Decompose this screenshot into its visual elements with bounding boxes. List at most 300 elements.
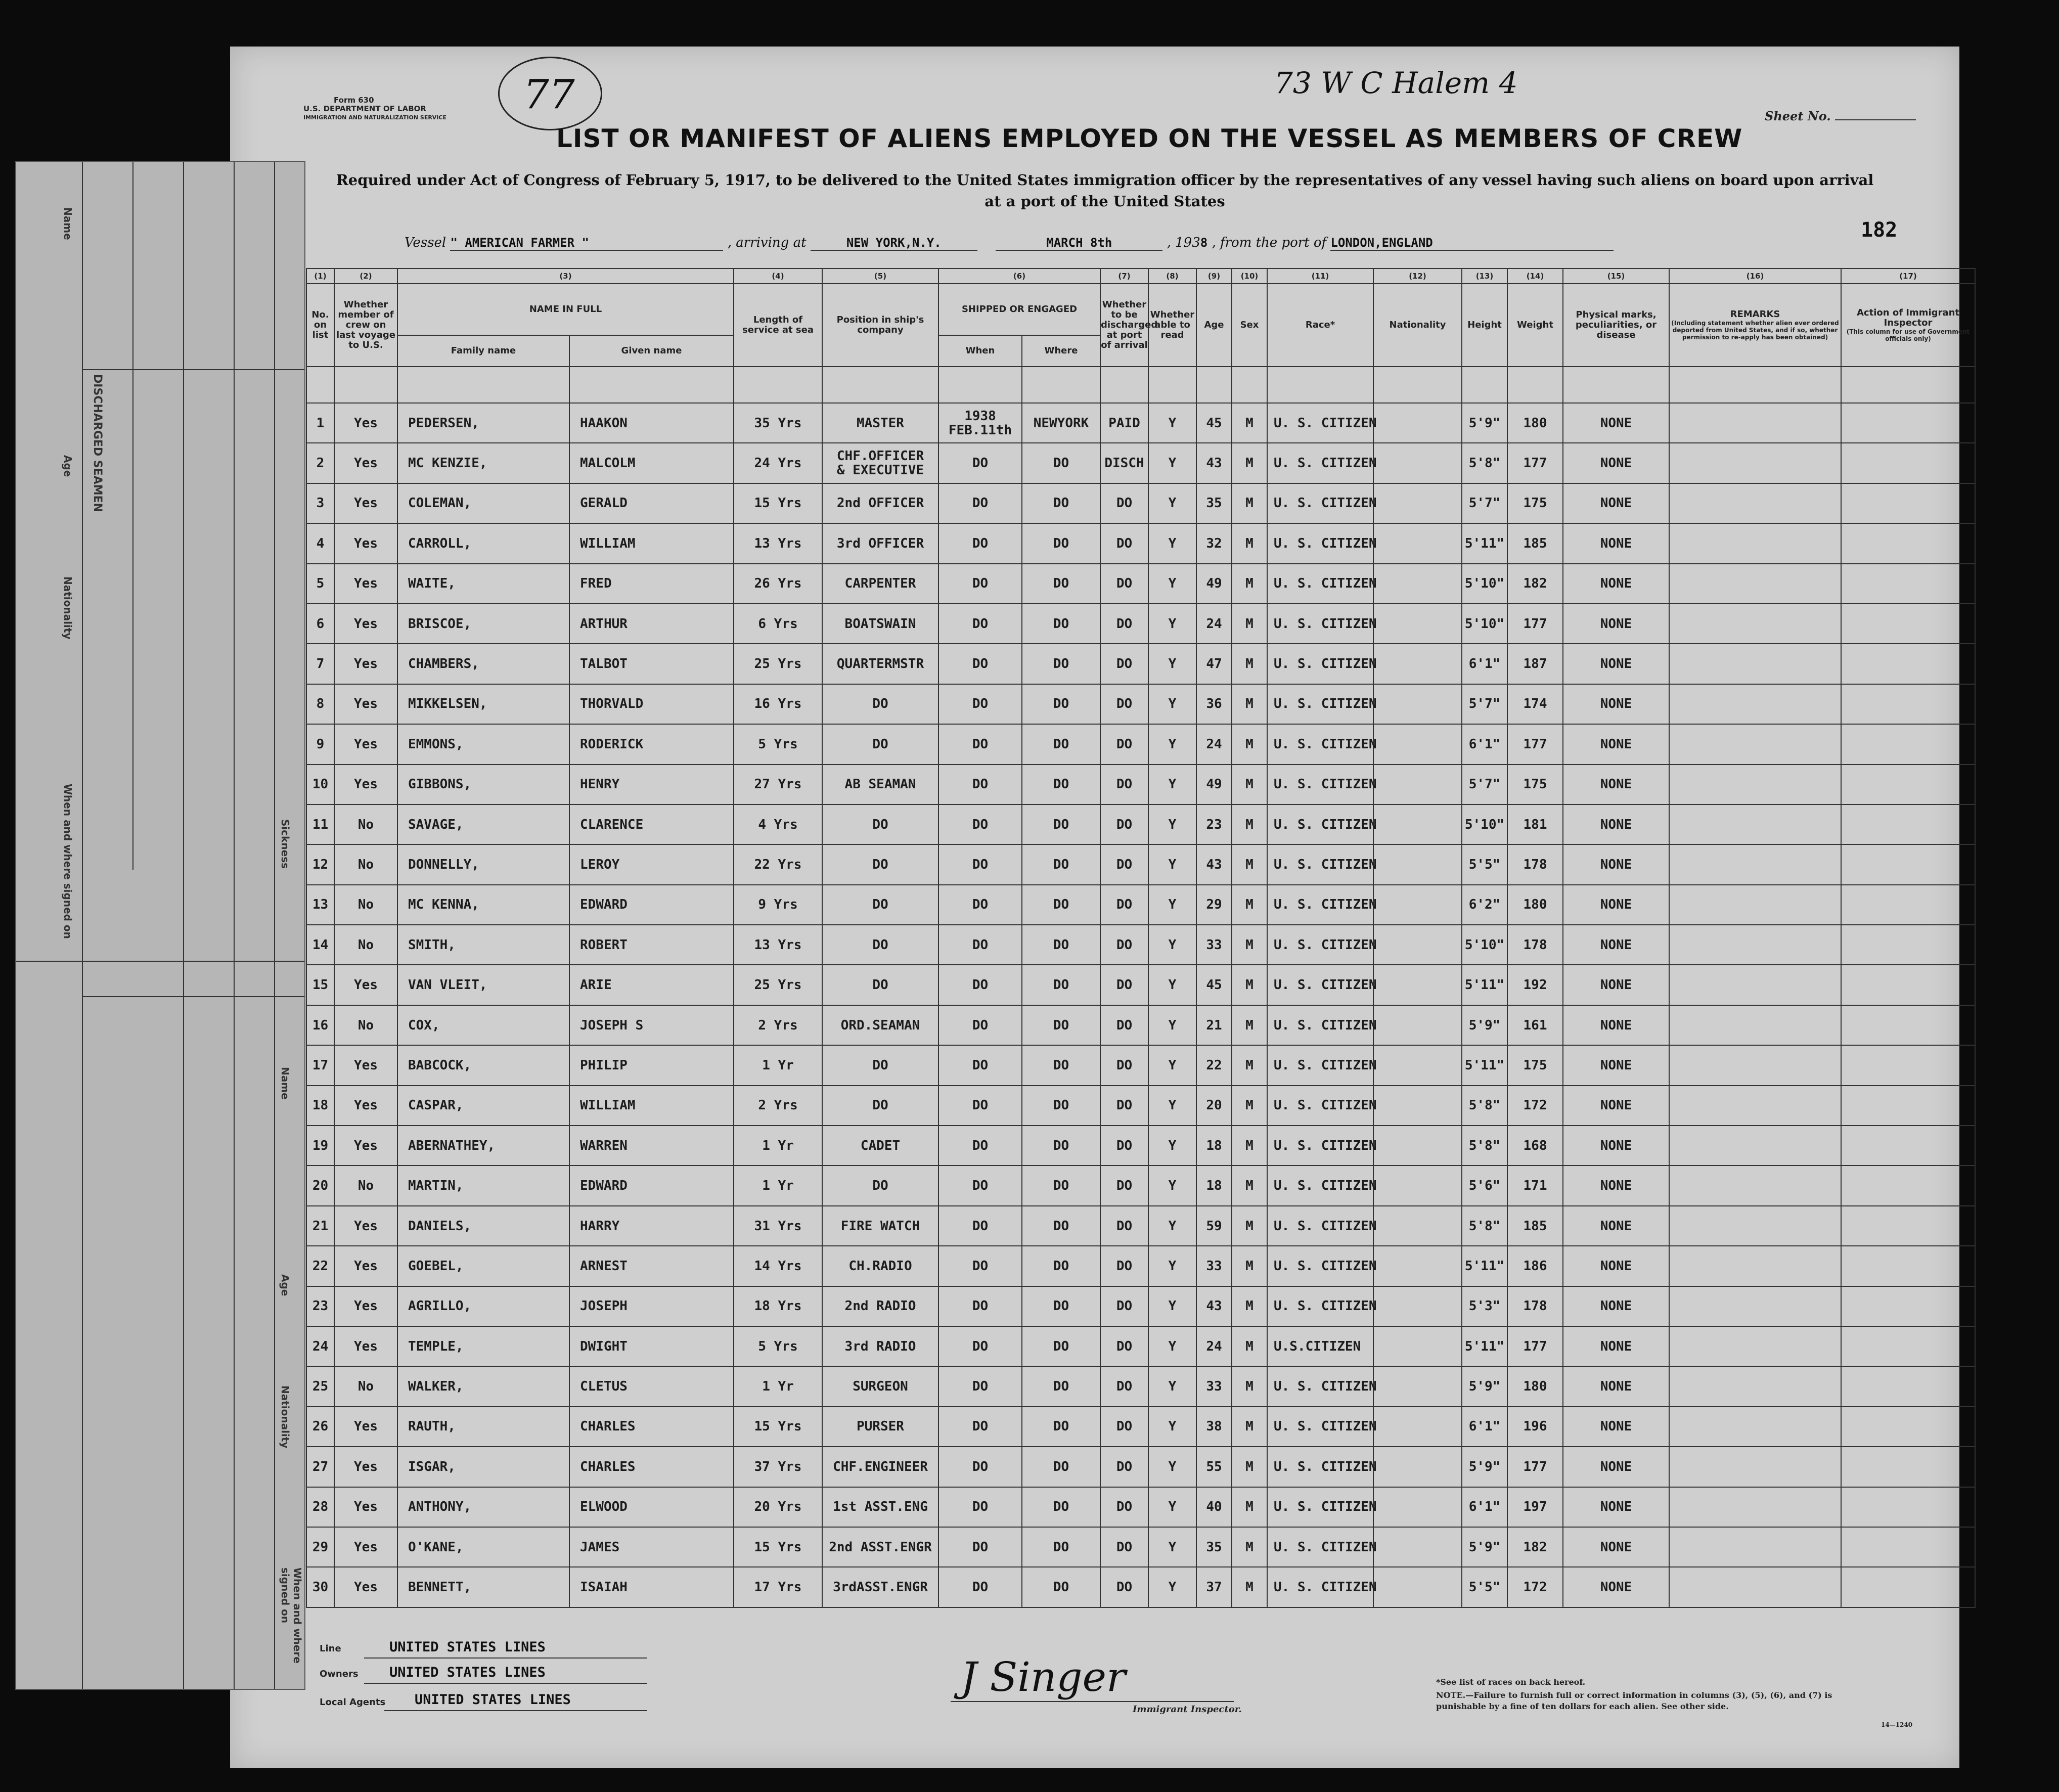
cell-prev-voyage: Yes [334,604,397,644]
cell-remarks [1669,925,1841,965]
cell-position: DO [822,885,938,925]
cell-age: 35 [1196,1527,1232,1567]
cell-no: 15 [306,965,334,1005]
cell-prev-voyage: Yes [334,1447,397,1487]
blank-cell [1148,367,1196,403]
cell-weight: 177 [1507,724,1563,764]
crew-row [306,1086,1975,1126]
crew-row [306,844,1975,884]
cell-sex: M [1232,1326,1267,1366]
cell-sex: M [1232,1366,1267,1406]
cell-nationality [1373,885,1462,925]
cell-position: 2nd OFFICER [822,483,938,523]
cell-height: 6'1" [1462,1407,1507,1447]
cell-service: 18 Yrs [734,1286,822,1326]
header-shipped-engaged: SHIPPED OR ENGAGED [938,284,1100,335]
crew-row [306,483,1975,523]
cell-service: 15 Yrs [734,483,822,523]
cell-weight: 172 [1507,1567,1563,1607]
cell-able-to-read: Y [1148,1407,1196,1447]
cell-race: U. S. CITIZEN [1267,1126,1373,1166]
form-service: IMMIGRATION AND NATURALIZATION SERVICE [303,114,447,121]
cell-service: 26 Yrs [734,564,822,604]
colnum-13: (13) [1462,268,1507,284]
cell-sex: M [1232,483,1267,523]
cell-able-to-read: Y [1148,885,1196,925]
cell-sex: M [1232,1005,1267,1045]
cell-weight: 175 [1507,1045,1563,1085]
cell-service: 13 Yrs [734,925,822,965]
cell-where: DO [1022,1246,1100,1286]
cell-sex: M [1232,684,1267,724]
cell-discharged: DO [1100,1527,1148,1567]
cell-weight: 197 [1507,1487,1563,1527]
colnum-6: (6) [938,268,1100,284]
cell-discharged: DISCH [1100,443,1148,483]
cell-nationality [1373,644,1462,684]
cell-nationality [1373,1567,1462,1607]
cell-age: 35 [1196,483,1232,523]
cell-prev-voyage: No [334,925,397,965]
cell-position [822,443,938,483]
cell-position: MASTER [822,403,938,443]
manifest-body [306,367,1975,1607]
cell-where: DO [1022,844,1100,884]
cell-when: DO [938,844,1022,884]
cell-no: 16 [306,1005,334,1045]
cell-service: 31 Yrs [734,1206,822,1246]
cell-race: U. S. CITIZEN [1267,1045,1373,1085]
year-label: , 193 [1167,235,1200,250]
cell-no: 1 [306,403,334,443]
slip-col-age: Age [62,455,74,477]
cell-prev-voyage: No [334,1005,397,1045]
cell-service: 14 Yrs [734,1246,822,1286]
cell-discharged: DO [1100,1567,1148,1607]
crew-row [306,1166,1975,1205]
cell-when: DO [938,1366,1022,1406]
cell-family-name: COLEMAN, [397,483,569,523]
cell-nationality [1373,684,1462,724]
cell-family-name: RAUTH, [397,1407,569,1447]
cell-physical-marks: NONE [1563,684,1669,724]
slip-col-name-lower: Name [279,1067,291,1100]
cell-age: 37 [1196,1567,1232,1607]
cell-discharged: DO [1100,1166,1148,1205]
colnum-4: (4) [734,268,822,284]
cell-discharged: PAID [1100,403,1148,443]
cell-position: 3rd OFFICER [822,523,938,563]
cell-prev-voyage: Yes [334,1286,397,1326]
cell-sex: M [1232,1567,1267,1607]
cell-inspector-action [1841,1005,1975,1045]
cell-inspector-action [1841,1366,1975,1406]
cell-physical-marks: NONE [1563,885,1669,925]
cell-nationality [1373,965,1462,1005]
header-remarks [1669,284,1841,367]
cell-given-name: ARNEST [569,1246,734,1286]
cell-where: DO [1022,925,1100,965]
cell-family-name: GOEBEL, [397,1246,569,1286]
cell-when: DO [938,1527,1022,1567]
cell-no: 29 [306,1527,334,1567]
slip-col-line [132,162,133,870]
cell-prev-voyage: Yes [334,1567,397,1607]
cell-weight: 185 [1507,1206,1563,1246]
cell-height: 5'5" [1462,1567,1507,1607]
cell-weight: 178 [1507,1286,1563,1326]
cell-age: 55 [1196,1447,1232,1487]
cell-family-name: EMMONS, [397,724,569,764]
cell-physical-marks: NONE [1563,1286,1669,1326]
cell-height: 5'10" [1462,604,1507,644]
header-physical-marks: Physical marks, peculiarities, or disease [1563,284,1669,367]
cell-weight: 177 [1507,604,1563,644]
slip-col-line [82,162,83,1689]
cell-when: DO [938,644,1022,684]
cell-prev-voyage: Yes [334,483,397,523]
cell-service: 17 Yrs [734,1567,822,1607]
cell-weight: 171 [1507,1166,1563,1205]
cell-weight: 182 [1507,564,1563,604]
cell-family-name: CHAMBERS, [397,644,569,684]
cell-no: 30 [306,1567,334,1607]
cell-nationality [1373,483,1462,523]
colnum-7: (7) [1100,268,1148,284]
cell-weight: 192 [1507,965,1563,1005]
print-code: 14—1240 [1881,1721,1913,1728]
owners-value: UNITED STATES LINES [389,1665,546,1680]
cell-prev-voyage: No [334,1366,397,1406]
cell-race: U. S. CITIZEN [1267,1447,1373,1487]
cell-height: 5'9" [1462,403,1507,443]
cell-given-name: RODERICK [569,724,734,764]
crew-row [306,925,1975,965]
slip-col-when-where-lower: When and where signed on [279,1567,303,1664]
cell-position: CHF.ENGINEER [822,1447,938,1487]
cell-sex: M [1232,1246,1267,1286]
cell-sex: M [1232,965,1267,1005]
cell-discharged: DO [1100,1447,1148,1487]
cell-nationality [1373,1005,1462,1045]
cell-inspector-action [1841,844,1975,884]
cell-where: DO [1022,1326,1100,1366]
cell-when: DO [938,684,1022,724]
cell-family-name: WALKER, [397,1366,569,1406]
cell-able-to-read: Y [1148,1005,1196,1045]
cell-no: 19 [306,1126,334,1166]
cell-remarks [1669,1447,1841,1487]
cell-race: U. S. CITIZEN [1267,804,1373,844]
cell-service: 1 Yr [734,1166,822,1205]
cell-given-name: FRED [569,564,734,604]
cell-when: DO [938,724,1022,764]
header-inspector-action [1841,284,1975,367]
cell-race: U. S. CITIZEN [1267,844,1373,884]
cell-position-line1: CHF.OFFICER [836,449,924,464]
cell-given-name: WILLIAM [569,1086,734,1126]
cell-family-name: BABCOCK, [397,1045,569,1085]
slip-col-line [234,162,235,1689]
crew-row [306,1487,1975,1527]
blank-cell [306,367,334,403]
cell-position: DO [822,844,938,884]
slip-row-line [82,996,304,997]
crew-row [306,1246,1975,1286]
form-number: Form 630 [334,96,374,105]
cell-remarks [1669,684,1841,724]
cell-weight: 177 [1507,1326,1563,1366]
cell-age: 33 [1196,1246,1232,1286]
cell-race: U. S. CITIZEN [1267,885,1373,925]
cell-race: U. S. CITIZEN [1267,483,1373,523]
cell-height: 5'8" [1462,1206,1507,1246]
cell-given-name: EDWARD [569,885,734,925]
crew-row [306,523,1975,563]
cell-no: 18 [306,1086,334,1126]
arrival-date: MARCH 8th [996,236,1162,251]
cell-no: 2 [306,443,334,483]
cell-discharged: DO [1100,564,1148,604]
cell-family-name: DONNELLY, [397,844,569,884]
cell-prev-voyage: Yes [334,1326,397,1366]
header-no-on-list: No. on list [306,284,334,367]
cell-height: 6'2" [1462,885,1507,925]
cell-inspector-action [1841,1407,1975,1447]
cell-remarks [1669,1005,1841,1045]
line-value: UNITED STATES LINES [389,1639,546,1655]
cell-physical-marks: NONE [1563,1567,1669,1607]
colnum-2: (2) [334,268,397,284]
cell-race: U. S. CITIZEN [1267,965,1373,1005]
cell-race: U. S. CITIZEN [1267,443,1373,483]
cell-remarks [1669,1407,1841,1447]
cell-remarks [1669,644,1841,684]
cell-age: 33 [1196,925,1232,965]
cell-family-name: SAVAGE, [397,804,569,844]
cell-no: 6 [306,604,334,644]
cell-prev-voyage: Yes [334,403,397,443]
cell-height: 5'7" [1462,684,1507,724]
cell-service: 4 Yrs [734,804,822,844]
cell-discharged: DO [1100,1005,1148,1045]
cell-no: 9 [306,724,334,764]
blank-cell [938,367,1022,403]
cell-race: U. S. CITIZEN [1267,724,1373,764]
cell-family-name: CASPAR, [397,1086,569,1126]
cell-inspector-action [1841,684,1975,724]
cell-discharged: DO [1100,523,1148,563]
blank-cell [822,367,938,403]
cell-remarks [1669,844,1841,884]
cell-height: 5'11" [1462,1045,1507,1085]
cell-weight: 161 [1507,1005,1563,1045]
cell-prev-voyage: No [334,844,397,884]
cell-physical-marks: NONE [1563,1005,1669,1045]
cell-able-to-read: Y [1148,1246,1196,1286]
cell-able-to-read: Y [1148,765,1196,804]
cell-age: 36 [1196,684,1232,724]
cell-weight: 172 [1507,1086,1563,1126]
cell-when: DO [938,1005,1022,1045]
cell-no: 8 [306,684,334,724]
cell-service: 1 Yr [734,1045,822,1085]
cell-race: U. S. CITIZEN [1267,1005,1373,1045]
cell-where: DO [1022,965,1100,1005]
cell-sex: M [1232,925,1267,965]
header-able-to-read: Whether able to read [1148,284,1196,367]
cell-able-to-read: Y [1148,684,1196,724]
cell-inspector-action [1841,1286,1975,1326]
cell-discharged: DO [1100,1326,1148,1366]
cell-where: DO [1022,1286,1100,1326]
blank-cell [1373,367,1462,403]
cell-sex: M [1232,564,1267,604]
cell-position: 3rdASST.ENGR [822,1567,938,1607]
cell-where: DO [1022,483,1100,523]
cell-age: 59 [1196,1206,1232,1246]
cell-when [938,403,1022,443]
cell-sex: M [1232,885,1267,925]
cell-position: DO [822,1045,938,1085]
colnum-5: (5) [822,268,938,284]
blank-cell [734,367,822,403]
blank-cell [1462,367,1507,403]
cell-able-to-read: Y [1148,1366,1196,1406]
cell-discharged: DO [1100,1407,1148,1447]
cell-height: 6'1" [1462,644,1507,684]
cell-physical-marks: NONE [1563,1527,1669,1567]
departure-port: LONDON,ENGLAND [1330,236,1614,251]
cell-no: 17 [306,1045,334,1085]
cell-family-name: TEMPLE, [397,1326,569,1366]
cell-race: U. S. CITIZEN [1267,1366,1373,1406]
cell-remarks [1669,1527,1841,1567]
cell-family-name: CARROLL, [397,523,569,563]
cell-when-year: 1938 [964,408,996,424]
cell-position: DO [822,965,938,1005]
cell-given-name: ROBERT [569,925,734,965]
blank-cell [1563,367,1669,403]
cell-remarks [1669,1246,1841,1286]
cell-family-name: ABERNATHEY, [397,1126,569,1166]
cell-remarks [1669,1326,1841,1366]
slip-col-sickness: Sickness [279,819,291,869]
sheet-number-label [1765,109,1916,123]
cell-service: 20 Yrs [734,1487,822,1527]
cell-physical-marks: NONE [1563,1166,1669,1205]
cell-service: 13 Yrs [734,523,822,563]
cell-given-name: ARTHUR [569,604,734,644]
cell-given-name: ELWOOD [569,1487,734,1527]
cell-position: 1st ASST.ENG [822,1487,938,1527]
cell-nationality [1373,403,1462,443]
cell-inspector-action [1841,765,1975,804]
cell-able-to-read: Y [1148,1045,1196,1085]
header-weight: Weight [1507,284,1563,367]
cell-nationality [1373,564,1462,604]
cell-height: 5'9" [1462,1005,1507,1045]
arrival-port: NEW YORK,N.Y. [811,236,977,251]
cell-age: 45 [1196,403,1232,443]
cell-race: U. S. CITIZEN [1267,523,1373,563]
cell-where: DO [1022,1045,1100,1085]
blank-cell [1507,367,1563,403]
cell-weight: 182 [1507,1527,1563,1567]
cell-prev-voyage: Yes [334,523,397,563]
colnum-16: (16) [1669,268,1841,284]
cell-height: 5'9" [1462,1447,1507,1487]
cell-physical-marks: NONE [1563,965,1669,1005]
cell-height: 5'8" [1462,1126,1507,1166]
colnum-9: (9) [1196,268,1232,284]
cell-weight: 177 [1507,1447,1563,1487]
cell-race: U. S. CITIZEN [1267,1567,1373,1607]
crew-row [306,443,1975,483]
cell-sex: M [1232,1407,1267,1447]
blank-spacer-row [306,367,1975,403]
cell-able-to-read: Y [1148,1126,1196,1166]
cell-inspector-action [1841,1447,1975,1487]
slip-row-line [16,961,304,962]
cell-height: 5'11" [1462,1326,1507,1366]
handwritten-top-note: 73 W C Halem 4 [1274,66,1518,100]
cell-no: 5 [306,564,334,604]
cell-able-to-read: Y [1148,1166,1196,1205]
cell-remarks [1669,1045,1841,1085]
cell-no: 3 [306,483,334,523]
cell-able-to-read: Y [1148,1527,1196,1567]
cell-weight: 186 [1507,1246,1563,1286]
cell-prev-voyage: Yes [334,1045,397,1085]
cell-service: 1 Yr [734,1126,822,1166]
cell-where: DO [1022,564,1100,604]
cell-position-line2: & EXECUTIVE [836,463,924,478]
cell-service: 16 Yrs [734,684,822,724]
cell-height: 5'8" [1462,1086,1507,1126]
cell-nationality [1373,1045,1462,1085]
cell-where: DO [1022,644,1100,684]
cell-when: DO [938,1086,1022,1126]
cell-able-to-read: Y [1148,804,1196,844]
cell-sex: M [1232,604,1267,644]
cell-position: 2nd ASST.ENGR [822,1527,938,1567]
cell-able-to-read: Y [1148,523,1196,563]
page-number: 182 [1861,218,1898,242]
cell-race: U.S.CITIZEN [1267,1326,1373,1366]
cell-given-name: ISAIAH [569,1567,734,1607]
cell-height: 5'10" [1462,925,1507,965]
cell-given-name: TALBOT [569,644,734,684]
cell-sex: M [1232,804,1267,844]
blank-cell [1232,367,1267,403]
cell-race: U. S. CITIZEN [1267,403,1373,443]
cell-race: U. S. CITIZEN [1267,1166,1373,1205]
cell-remarks [1669,1086,1841,1126]
cell-age: 32 [1196,523,1232,563]
cell-no: 26 [306,1407,334,1447]
cell-where: DO [1022,885,1100,925]
cell-inspector-action [1841,564,1975,604]
cell-physical-marks: NONE [1563,523,1669,563]
crew-row [306,965,1975,1005]
crew-row [306,724,1975,764]
cell-height: 6'1" [1462,1487,1507,1527]
cell-discharged: DO [1100,604,1148,644]
cell-weight: 178 [1507,844,1563,884]
cell-when: DO [938,1487,1022,1527]
cell-age: 21 [1196,1005,1232,1045]
